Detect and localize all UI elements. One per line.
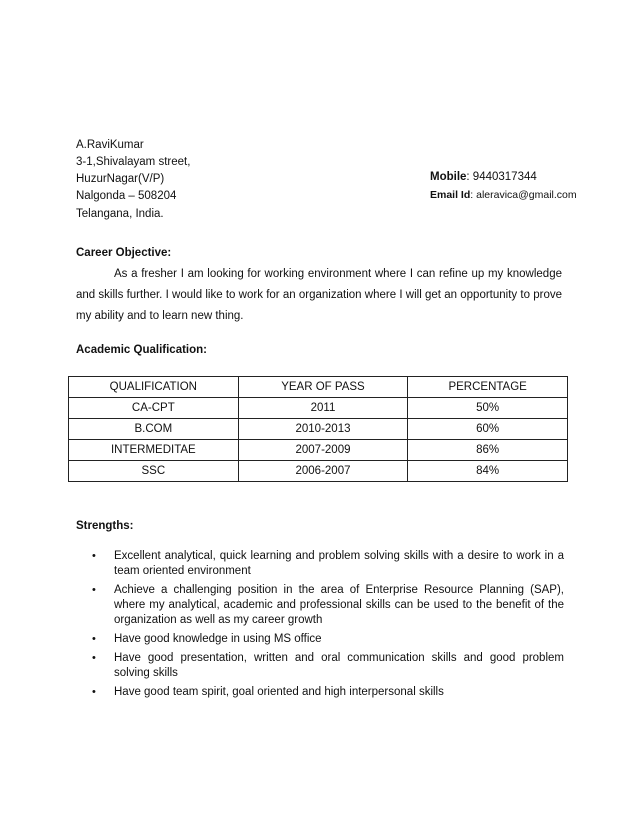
address-line-3: Nalgonda – 508204 — [76, 190, 177, 202]
address-line-1: 3-1,Shivalayam street, — [76, 156, 191, 168]
table-row — [69, 440, 568, 461]
mobile-value: : 9440317344 — [466, 171, 537, 183]
strengths-list — [92, 549, 564, 704]
career-objective-text: As a fresher I am looking for working environment where I can refine up my knowledge and skills further. I would like to work for an organization where I will get an opportunity to prove my ability and to learn new thing. — [76, 268, 562, 322]
column-header: QUALIFICATION — [69, 377, 239, 398]
bullet-icon: • — [92, 633, 96, 645]
bullet-icon: • — [92, 686, 96, 698]
column-header: PERCENTAGE — [408, 377, 568, 398]
email-value: : aleravica@gmail.com — [470, 189, 577, 201]
table-cell: 86% — [408, 440, 568, 461]
table-cell: SSC — [69, 461, 239, 482]
bullet-icon: • — [92, 584, 96, 596]
table-cell: INTERMEDITAE — [69, 440, 239, 461]
column-header: YEAR OF PASS — [238, 377, 408, 398]
table-header-row — [69, 377, 568, 398]
table-row — [69, 398, 568, 419]
bullet-icon: • — [92, 652, 96, 664]
list-item-text: Excellent analytical, quick learning and problem solving skills with a desire to work in a team oriented environment — [114, 550, 564, 577]
table-row — [69, 461, 568, 482]
table-cell: B.COM — [69, 419, 239, 440]
table-cell: 2010-2013 — [238, 419, 408, 440]
table-cell: 2011 — [238, 398, 408, 419]
table-cell: 2006-2007 — [238, 461, 408, 482]
table-cell: 50% — [408, 398, 568, 419]
table-cell: 60% — [408, 419, 568, 440]
list-item — [92, 685, 564, 700]
list-item — [92, 549, 564, 579]
email-line — [430, 189, 577, 201]
candidate-name: A.RaviKumar — [76, 139, 144, 151]
strengths-heading: Strengths: — [76, 520, 134, 532]
email-label: Email Id — [430, 189, 471, 201]
mobile-label: Mobile — [430, 171, 467, 183]
table-cell: 2007-2009 — [238, 440, 408, 461]
career-objective-heading: Career Objective: — [76, 247, 172, 259]
list-item — [92, 583, 564, 628]
list-item — [92, 632, 564, 647]
list-item-text: Have good knowledge in using MS office — [114, 633, 322, 645]
list-item — [92, 651, 564, 681]
mobile-line — [430, 171, 537, 183]
list-item-text: Have good team spirit, goal oriented and high interpersonal skills — [114, 686, 444, 698]
bullet-icon: • — [92, 550, 96, 562]
table-cell: CA-CPT — [69, 398, 239, 419]
list-item-text: Achieve a challenging position in the area of Enterprise Resource Planning (SAP), where my analytical, academic and professional skills can be used to the benefit of the organization as well as my career growth — [114, 584, 564, 626]
academic-qualification-heading: Academic Qualification: — [76, 344, 208, 356]
address-line-2: HuzurNagar(V/P) — [76, 173, 165, 185]
address-line-4: Telangana, India. — [76, 208, 164, 220]
list-item-text: Have good presentation, written and oral communication skills and good problem solving skills — [114, 652, 564, 679]
table-row — [69, 419, 568, 440]
qualification-table — [68, 376, 568, 482]
table-cell: 84% — [408, 461, 568, 482]
